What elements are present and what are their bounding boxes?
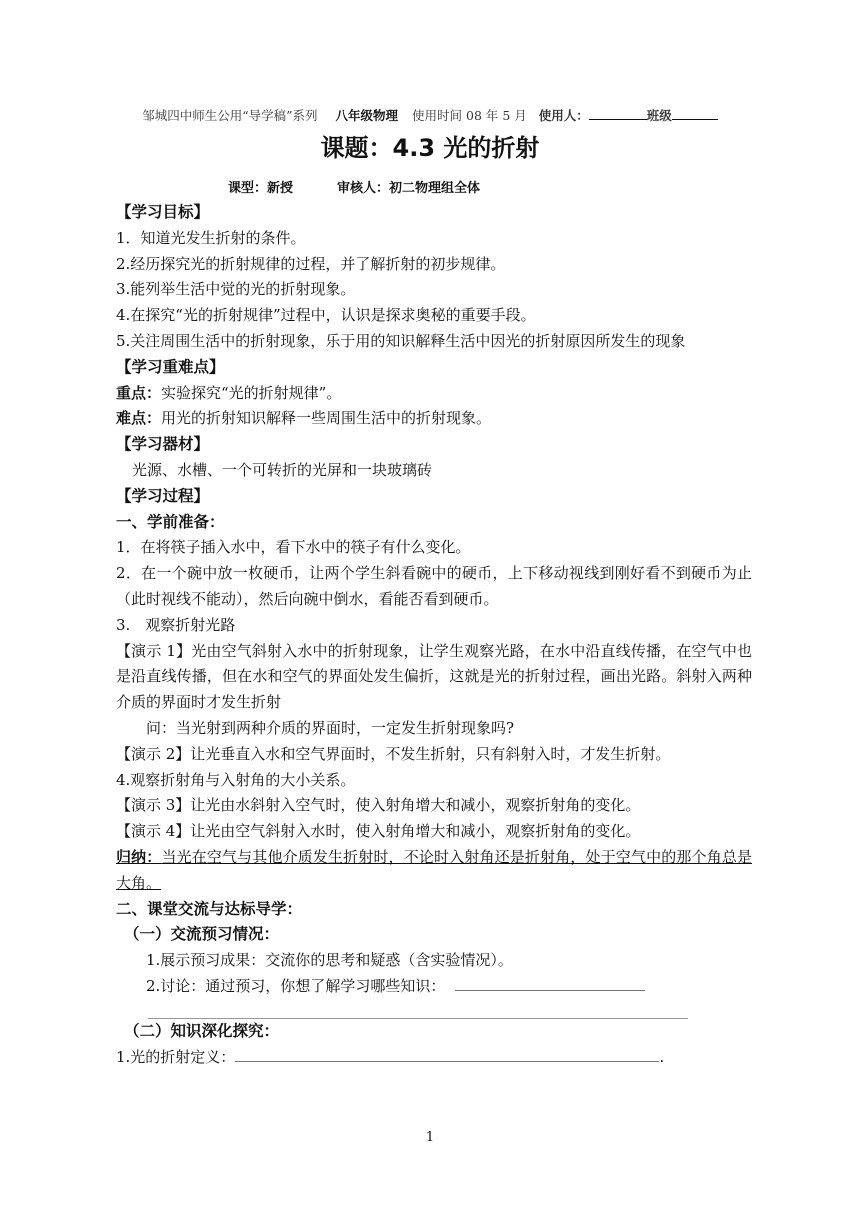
definition-end: . bbox=[659, 1047, 665, 1066]
lesson-type: 课型：新授 bbox=[228, 181, 294, 196]
definition-label: 1.光的折射定义： bbox=[116, 1047, 236, 1066]
conclusion-label: 归纳： bbox=[116, 847, 162, 866]
exchange-item-2-text: 2.讨论：通过预习，你想了解学习哪些知识： bbox=[146, 976, 446, 995]
lesson-meta bbox=[228, 177, 480, 196]
prep-item-4: 4.观察折射角与入射角的大小关系。 bbox=[116, 770, 356, 789]
exchange-item-2 bbox=[116, 974, 752, 1000]
class-blank[interactable] bbox=[672, 107, 718, 120]
prep-item-1: 1．在将筷子插入水中，看下水中的筷子有什么变化。 bbox=[116, 538, 471, 557]
objective-item: 3.能列举生活中觉的光的折射现象。 bbox=[116, 280, 356, 299]
difficult-label: 难点： bbox=[116, 409, 162, 428]
key-label: 重点： bbox=[116, 383, 162, 402]
equipment-text: 光源、水槽、一个可转折的光屏和一块玻璃砖 bbox=[132, 460, 433, 479]
prep-heading: 一、学前准备： bbox=[116, 512, 225, 531]
objectives-heading: 【学习目标】 bbox=[116, 203, 210, 221]
conclusion-text: 当光在空气与其他介质发生折射时，不论时入射角还是折射角，处于空气中的那个角总是大角。 bbox=[116, 847, 752, 892]
demo-1: 【演示 1】光由空气斜射入水中的折射现象，让学生观察光路，在水中沿直线传播，在空气中也是沿直线传播，但在水和空气的界面处发生偏折，这就是光的折射过程，画出光路。斜射入两种介质的界面时才发生折射 bbox=[116, 641, 752, 712]
classroom-heading: 二、课堂交流与达标导学： bbox=[116, 899, 303, 918]
usage-time: 使用时间 08 年 5 月 bbox=[412, 108, 527, 123]
demo-3: 【演示 3】让光由水斜射入空气时，使入射角增大和减小，观察折射角的变化。 bbox=[116, 796, 641, 815]
demo-4: 【演示 4】让光由空气斜射入水时，使入射角增大和减小，观察折射角的变化。 bbox=[116, 822, 641, 841]
key-text: 实验探究“光的折射规律”。 bbox=[161, 383, 342, 402]
objective-item: 5.关注周围生活中的折射现象，乐于用的知识解释生活中因光的折射原因所发生的现象 bbox=[116, 331, 686, 350]
page-title: 课题：4.3 光的折射 bbox=[320, 134, 540, 162]
deepen-subheading: （二）知识深化探究： bbox=[124, 1021, 280, 1040]
process-heading: 【学习过程】 bbox=[116, 486, 210, 505]
prep-item-3: 3. 观察折射光路 bbox=[116, 615, 236, 634]
definition-blank[interactable] bbox=[235, 1047, 659, 1062]
user-label: 使用人： bbox=[538, 108, 589, 123]
class-label: 班级 bbox=[646, 108, 672, 123]
prep-item-2: 2．在一个碗中放一枚硬币，让两个学生斜看碗中的硬币，上下移动视线到刚好看不到硬币为止（此时视线不能动），然后向碗中倒水，看能否看到硬币。 bbox=[116, 564, 752, 608]
key-point bbox=[116, 381, 752, 407]
page-number: 1 bbox=[425, 1130, 435, 1145]
school-series: 邹城四中师生公用“导学稿”系列 bbox=[142, 108, 318, 123]
answer-blank[interactable] bbox=[455, 976, 645, 991]
grade-subject: 八年级物理 bbox=[335, 108, 399, 123]
objective-item: 2.经历探究光的折射规律的过程，并了解折射的初步规律。 bbox=[116, 254, 506, 273]
answer-blank-line[interactable] bbox=[148, 1000, 688, 1019]
objective-item: 4.在探究“光的折射规律”过程中，认识是探求奥秘的重要手段。 bbox=[116, 306, 536, 325]
difficult-point bbox=[116, 406, 752, 432]
demo-2: 【演示 2】让光垂直入水和空气界面时，不发生折射，只有斜射入时，才发生折射。 bbox=[116, 744, 671, 763]
keypoints-heading: 【学习重难点】 bbox=[116, 357, 225, 376]
difficult-text: 用光的折射知识解释一些周围生活中的折射现象。 bbox=[161, 409, 492, 428]
conclusion bbox=[116, 845, 752, 897]
page-header bbox=[0, 106, 860, 124]
objective-item: 1．知道光发生折射的条件。 bbox=[116, 228, 306, 247]
user-blank[interactable] bbox=[589, 107, 647, 120]
equipment-heading: 【学习器材】 bbox=[116, 435, 210, 454]
document-body bbox=[116, 200, 752, 1070]
question: 问：当光射到两种介质的界面时，一定发生折射现象吗? bbox=[146, 718, 515, 737]
definition-line bbox=[116, 1045, 752, 1071]
exchange-subheading: （一）交流预习情况： bbox=[124, 925, 280, 944]
exchange-item-1: 1.展示预习成果：交流你的思考和疑惑（含实验情况）。 bbox=[146, 951, 513, 970]
reviewer: 审核人：初二物理组全体 bbox=[337, 181, 481, 196]
